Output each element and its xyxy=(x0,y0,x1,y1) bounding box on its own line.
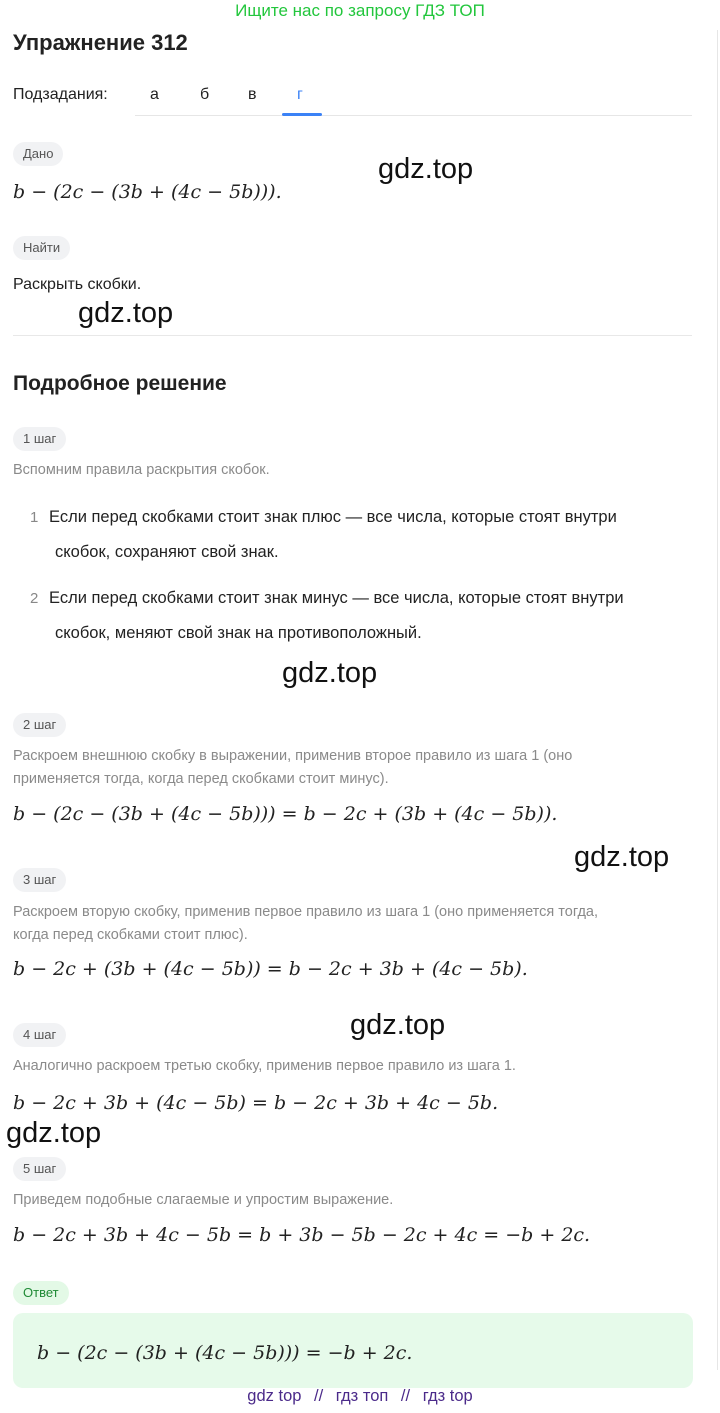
tab-b[interactable]: б xyxy=(200,86,210,103)
tab-active-indicator xyxy=(282,113,322,116)
page-title: Упражнение 312 xyxy=(13,30,188,55)
solution-heading: Подробное решение xyxy=(13,372,227,395)
watermark: gdz.top xyxy=(6,1117,102,1149)
step-4-note: Аналогично раскроем третью скобку, применив первое правило из шага 1. xyxy=(13,1058,516,1074)
right-divider xyxy=(717,30,718,1370)
rule-1-number: 1 xyxy=(30,509,39,526)
step-2-note-line-2: применяется тогда, когда перед скобками стоит минус). xyxy=(13,771,389,787)
find-badge: Найти xyxy=(13,236,70,260)
top-banner: Ищите нас по запросу ГДЗ ТОП xyxy=(235,1,485,20)
watermark: gdz.top xyxy=(574,841,670,873)
step-3-note-line-1: Раскроем вторую скобку, применив первое правило из шага 1 (оно применяется тогда, xyxy=(13,904,599,920)
rule-1-line-2: скобок, сохраняют свой знак. xyxy=(55,543,279,561)
footer-link-1[interactable]: gdz top xyxy=(247,1387,302,1405)
watermark: gdz.top xyxy=(350,1009,446,1041)
rule-2-line-1: Если перед скобками стоит знак минус — все числа, которые стоят внутри xyxy=(49,589,624,607)
rule-1-line-1: Если перед скобками стоит знак плюс — все числа, которые стоят внутри xyxy=(49,508,617,526)
rule-2-number: 2 xyxy=(30,590,39,607)
step-5-expression: b − 2c + 3b + 4c − 5b = b + 3b − 5b − 2c + 4c = −b + 2c. xyxy=(13,1224,591,1246)
watermark: gdz.top xyxy=(378,153,474,185)
step-1-note: Вспомним правила раскрытия скобок. xyxy=(13,462,270,478)
step-2-expression: b − (2c − (3b + (4c − 5b))) = b − 2c + (3b + (4c − 5b)). xyxy=(13,803,558,825)
step-5-note: Приведем подобные слагаемые и упростим выражение. xyxy=(13,1192,394,1208)
subtasks-label: Подзадания: xyxy=(13,86,108,103)
watermark: gdz.top xyxy=(282,657,378,689)
tab-a[interactable]: а xyxy=(150,86,159,103)
footer-link-2[interactable]: гдз топ xyxy=(335,1387,389,1405)
answer-badge: Ответ xyxy=(13,1281,69,1305)
step-3-note-line-2: когда перед скобками стоит плюс). xyxy=(13,927,248,943)
step-2-note-line-1: Раскроем внешнюю скобку в выражении, применив второе правило из шага 1 (оно xyxy=(13,748,573,764)
tab-g[interactable]: г xyxy=(297,86,303,103)
footer-separator: // xyxy=(314,1387,324,1405)
watermark: gdz.top xyxy=(78,297,174,329)
step-2-badge: 2 шаг xyxy=(13,713,66,737)
footer-link-3[interactable]: гдз top xyxy=(422,1387,473,1405)
given-expression: b − (2c − (3b + (4c − 5b))). xyxy=(13,181,282,203)
step-5-badge: 5 шаг xyxy=(13,1157,66,1181)
rule-2-line-2: скобок, меняют свой знак на противоположный. xyxy=(55,624,422,642)
step-1-badge: 1 шаг xyxy=(13,427,66,451)
step-4-badge: 4 шаг xyxy=(13,1023,66,1047)
find-text: Раскрыть скобки. xyxy=(13,276,142,293)
tab-v[interactable]: в xyxy=(248,86,257,103)
given-badge: Дано xyxy=(13,142,63,166)
step-3-expression: b − 2c + (3b + (4c − 5b)) = b − 2c + 3b + (4c − 5b). xyxy=(13,958,528,980)
section-divider xyxy=(13,335,692,336)
footer-links xyxy=(0,1387,720,1406)
step-4-expression: b − 2c + 3b + (4c − 5b) = b − 2c + 3b + 4c − 5b. xyxy=(13,1092,499,1114)
footer-separator: // xyxy=(400,1387,411,1405)
tabs-underline xyxy=(135,115,692,116)
answer-expression: b − (2c − (3b + (4c − 5b))) = −b + 2c. xyxy=(37,1342,413,1364)
step-3-badge: 3 шаг xyxy=(13,868,66,892)
